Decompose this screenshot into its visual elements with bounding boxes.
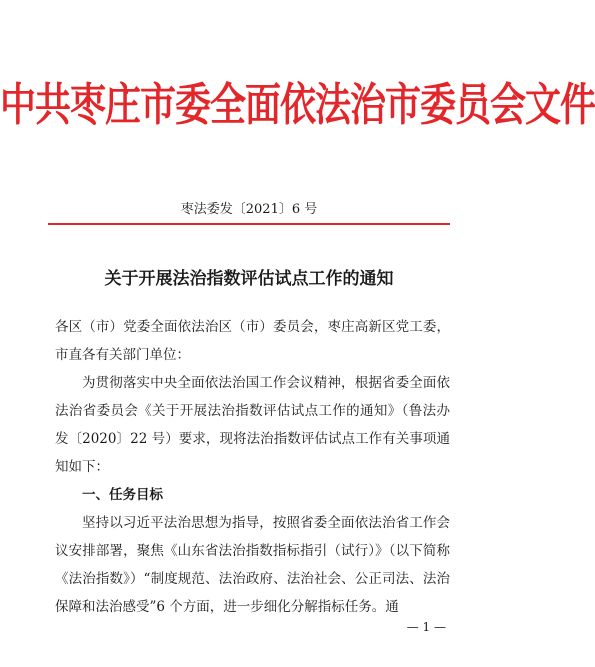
addressees: 各区（市）党委全面依法治区（市）委员会，枣庄高新区党工委，市直各有关部门单位： bbox=[55, 319, 450, 363]
document-title: 关于开展法治指数评估试点工作的通知 bbox=[104, 269, 394, 289]
document-masthead: 中共枣庄市委全面依法治市委员会文件 bbox=[0, 78, 595, 132]
document-body bbox=[55, 313, 450, 621]
red-divider-line bbox=[48, 223, 450, 225]
document-number: 枣法委发〔2021〕6 号 bbox=[180, 202, 318, 217]
paragraph-intro: 为贯彻落实中央全面依法治国工作会议精神，根据省委全面依法治省委员会《关于开展法治指数评估试点工作的通知》（鲁法办发〔2020〕22 号）要求，现将法治指数评估试点工作有关事项通知如下： bbox=[55, 375, 450, 475]
section-heading: 一、任务目标 bbox=[82, 487, 163, 503]
page-number: — 1 — bbox=[406, 620, 446, 634]
paragraph-task-goal: 坚持以习近平法治思想为指导，按照省委全面依法治省工作会议安排部署，聚焦《山东省法治指数指标指引（试行）》（以下简称《法治指数》）“制度规范、法治政府、法治社会、公正司法、法治保障和法治感受”6 个方面，进一步细化分解指标任务。通 bbox=[55, 515, 450, 615]
